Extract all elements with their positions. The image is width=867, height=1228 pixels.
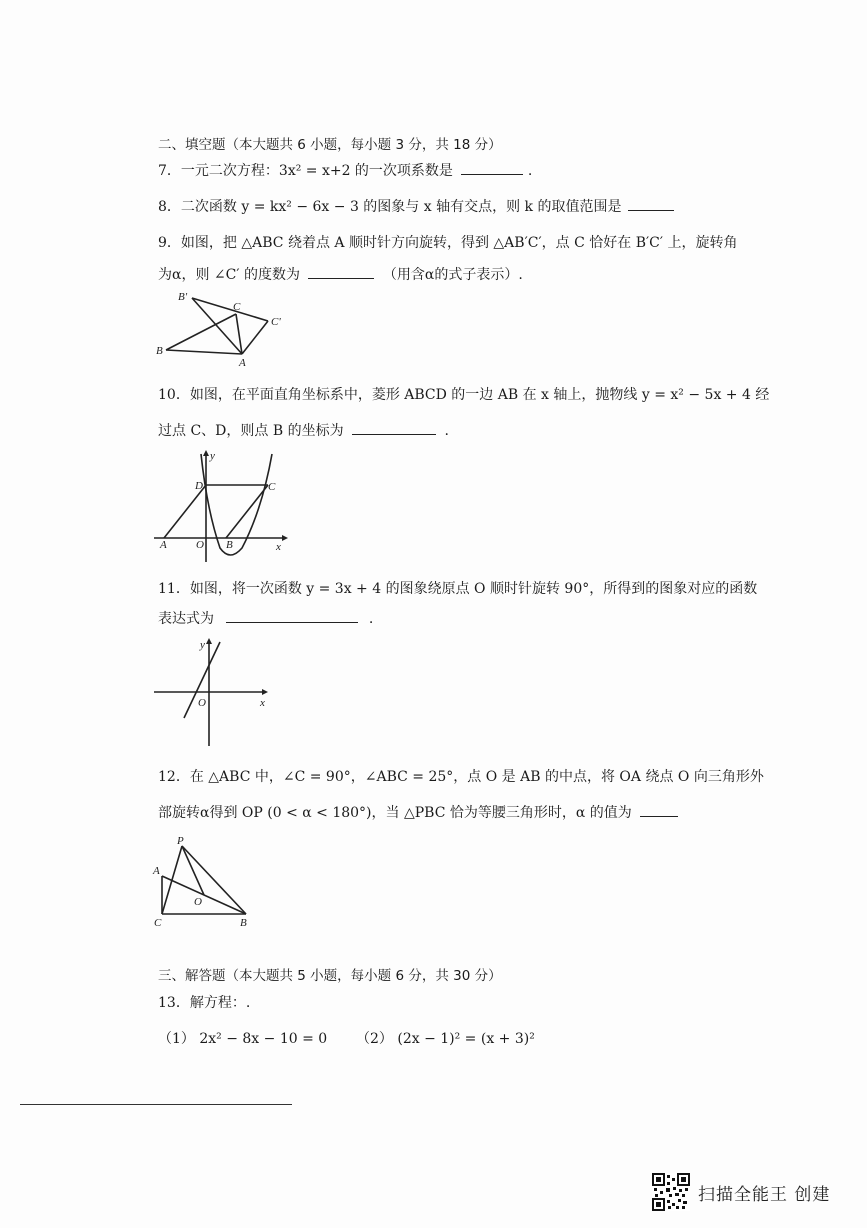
question-13: 13．解方程：. [158,995,251,1011]
label-y: y [200,639,205,651]
label-o: O [194,896,202,908]
label-a: A [153,865,160,877]
label-c-prime: C' [271,316,281,328]
question-12-line-2 [158,802,678,822]
question-8 [158,196,674,216]
question-10-line-2 [158,420,449,440]
question-9-end: （用含α的式子表示）. [382,267,523,283]
label-o: O [196,539,204,551]
question-9-line-1: 9．如图，把 △ABC 绕着点 A 顺时针方向旋转，得到 △AB′C′，点 C 恰好在 B′C′ 上，旋转角 [158,235,738,251]
question-9-text: 为α，则 ∠C′ 的度数为 [158,267,300,283]
question-9-line-2 [158,264,523,284]
label-x: x [260,697,265,709]
label-d: D [195,480,203,492]
label-y: y [210,450,215,462]
question-7 [158,160,532,180]
label-p: P [177,835,184,847]
question-11-text: 表达式为 [158,611,214,627]
answer-blank [628,198,674,211]
label-c: C [268,481,276,493]
label-c: C [154,917,162,929]
section-3-title: 三、解答题（本大题共 5 小题，每小题 6 分，共 30 分） [158,968,502,984]
answer-blank [226,610,358,623]
answer-blank [308,266,374,279]
figure-q9-triangles [150,288,290,368]
question-7-text: 7．一元二次方程：3x² = x+2 的一次项系数是 [158,163,453,179]
question-11-end: . [368,611,374,627]
label-o: O [198,697,206,709]
question-10-line-1: 10．如图，在平面直角坐标系中，菱形 ABCD 的一边 AB 在 x 轴上，抛物线 y = x² − 5x + 4 经 [158,387,770,403]
qr-code-icon [652,1173,690,1211]
question-12-line-1: 12．在 △ABC 中，∠C = 90°，∠ABC = 25°，点 O 是 AB 的中点，将 OA 绕点 O 向三角形外 [158,769,764,785]
label-a: A [160,539,167,551]
answer-blank [640,804,678,817]
question-8-text: 8．二次函数 y = kx² − 6x − 3 的图象与 x 轴有交点，则 k 的取值范围是 [158,199,622,215]
question-7-end: . [527,163,533,179]
section-2-title: 二、填空题（本大题共 6 小题，每小题 3 分，共 18 分） [158,137,502,153]
figure-q10-parabola [150,450,290,565]
question-12-text: 部旋转α得到 OP (0 < α < 180°)，当 △PBC 恰为等腰三角形时，α 的值为 [158,805,632,821]
question-13-part-1: （1） 2x² − 8x − 10 = 0 [158,1031,328,1047]
scanner-brand-watermark: 扫描全能王 创建 [698,1185,831,1205]
footer-divider [20,1104,292,1105]
label-b: B [240,917,247,929]
answer-blank [352,422,436,435]
figure-q11-line-graph [150,636,275,751]
label-c: C [233,301,241,313]
answer-blank [461,162,523,175]
question-10-end: . [444,423,449,439]
label-b-prime: B' [178,291,188,303]
label-b: B [156,345,163,357]
label-x: x [276,541,281,553]
figure-q12-triangle [150,830,260,930]
question-10-text: 过点 C、D，则点 B 的坐标为 [158,423,344,439]
question-13-part-2: （2） (2x − 1)² = (x + 3)² [356,1031,535,1047]
question-11-line-2 [158,608,373,628]
label-a: A [239,357,246,368]
label-b: B [226,539,233,551]
question-11-line-1: 11．如图，将一次函数 y = 3x + 4 的图象绕原点 O 顺时针旋转 90°，所得到的图象对应的函数 [158,581,758,597]
